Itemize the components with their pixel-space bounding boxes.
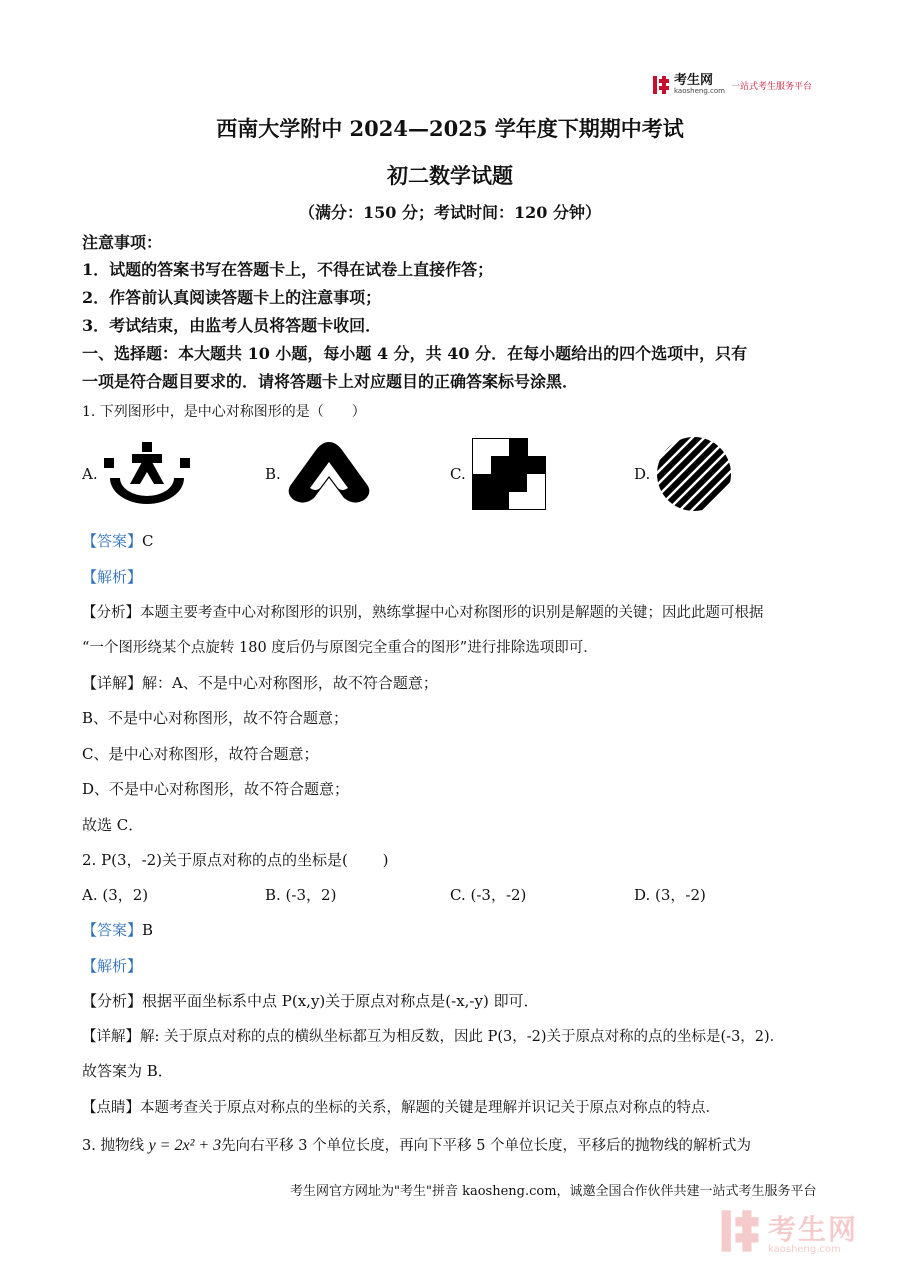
q2-detail-line: 故答案为 B． (82, 1062, 173, 1080)
q1-analysis-tag: 【解析】 (82, 568, 143, 586)
logo-name: 考生网 (674, 73, 714, 88)
q1-detail-line: 【详解】解：A、不是中心对称图形，故不符合题意； (82, 674, 438, 692)
q2-analysis-tag: 【解析】 (82, 957, 143, 975)
q2-option-c: C. (-3，-2) (450, 886, 527, 904)
section-heading: 一、选择题：本大题共 10 小题，每小题 4 分，共 40 分．在每小题给出的四个选项中，只有 (82, 344, 748, 363)
logo-slogan: 一站式考生服务平台 (730, 81, 812, 92)
q1-option-b-label: B. (265, 465, 281, 483)
q2-stem: 2. P(3，-2)关于原点对称的点的坐标是( ) (82, 851, 389, 869)
q3-number: 3. (82, 1138, 96, 1154)
q1-option-c-label: C. (450, 465, 466, 483)
exam-info: （满分：150 分；考试时间：120 分钟） (299, 203, 601, 222)
q2-option-b: B. (-3，2) (265, 886, 337, 904)
watermark (718, 1206, 883, 1256)
q1-stem: 1. 下列图形中，是中心对称图形的是（ ） (82, 404, 366, 420)
q1-figure-a (104, 440, 190, 508)
notice-item: 3．考试结束，由监考人员将答题卡收回． (82, 316, 382, 335)
q1-answer: C (142, 532, 154, 550)
q1-figure-c (472, 438, 546, 510)
notice-item: 2．作答前认真阅读答题卡上的注意事项； (82, 288, 382, 307)
q3-formula: y = 2x² + 3 (148, 1137, 222, 1154)
q3-suffix: 先向右平移 3 个单位长度，再向下平移 5 个单位长度，平移后的抛物线的解析式为 (221, 1138, 752, 1154)
q2-answer: B (142, 921, 154, 939)
watermark-logo-icon (718, 1208, 762, 1254)
q1-detail-line: D、不是中心对称图形，故不符合题意； (82, 780, 350, 798)
q3-prefix: 抛物线 (100, 1138, 144, 1154)
q2-remark: 【点睛】本题考查关于原点对称点的坐标的关系，解题的关键是理解并识记关于原点对称点的特点． (82, 1100, 720, 1116)
q2-option-d: D. (3，-2) (634, 886, 706, 904)
q1-option-d-label: D. (634, 465, 651, 483)
q1-figure-d (656, 436, 732, 512)
q1-analysis-line: 【分析】本题主要考查中心对称图形的识别，熟练掌握中心对称图形的识别是解题的关键；因此此题可根据 (82, 605, 764, 621)
notice-item: 1．试题的答案书写在答题卡上，不得在试卷上直接作答； (82, 260, 494, 279)
q1-detail-line: C、是中心对称图形，故符合题意； (82, 745, 319, 763)
q1-conclusion: 故选 C． (82, 816, 144, 834)
q2-analysis-line: 【分析】根据平面坐标系中点 P(x,y)关于原点对称点是(-x,-y) 即可． (82, 992, 539, 1010)
footer-text: 考生网官方网址为"考生"拼音 kaosheng.com，诚邀全国合作伙伴共建一站式考生服务平台 (290, 1184, 817, 1199)
watermark-name: 考生网 (768, 1212, 859, 1246)
q1-analysis-line: “一个图形绕某个点旋转 180 度后仍与原图完全重合的图形”进行排除选项即可． (82, 640, 598, 656)
notice-heading: 注意事项： (82, 233, 163, 252)
q1-figure-b (286, 440, 372, 508)
section-heading-cont: 一项是符合题目要求的．请将答题卡上对应题目的正确答案标号涂黑． (82, 372, 579, 391)
q2-answer-tag: 【答案】 (82, 921, 143, 939)
exam-subtitle: 初二数学试题 (387, 163, 513, 188)
kaosheng-logo-icon (652, 75, 670, 95)
watermark-url: kaosheng.com (768, 1243, 841, 1255)
kaosheng-logo (652, 72, 822, 98)
exam-title: 西南大学附中 2024—2025 学年度下期期中考试 (216, 116, 684, 141)
q1-detail-line: B、不是中心对称图形，故不符合题意； (82, 709, 349, 727)
q1-option-a-label: A. (82, 465, 98, 483)
q2-detail-line: 【详解】解: 关于原点对称的点的横纵坐标都互为相反数，因此 P(3，-2)关于原点对称的点的坐标是(-3，2)． (82, 1029, 785, 1045)
q2-option-a: A. (3，2) (82, 886, 149, 904)
q1-answer-tag: 【答案】 (82, 532, 143, 550)
logo-url: kaosheng.com (674, 87, 725, 95)
